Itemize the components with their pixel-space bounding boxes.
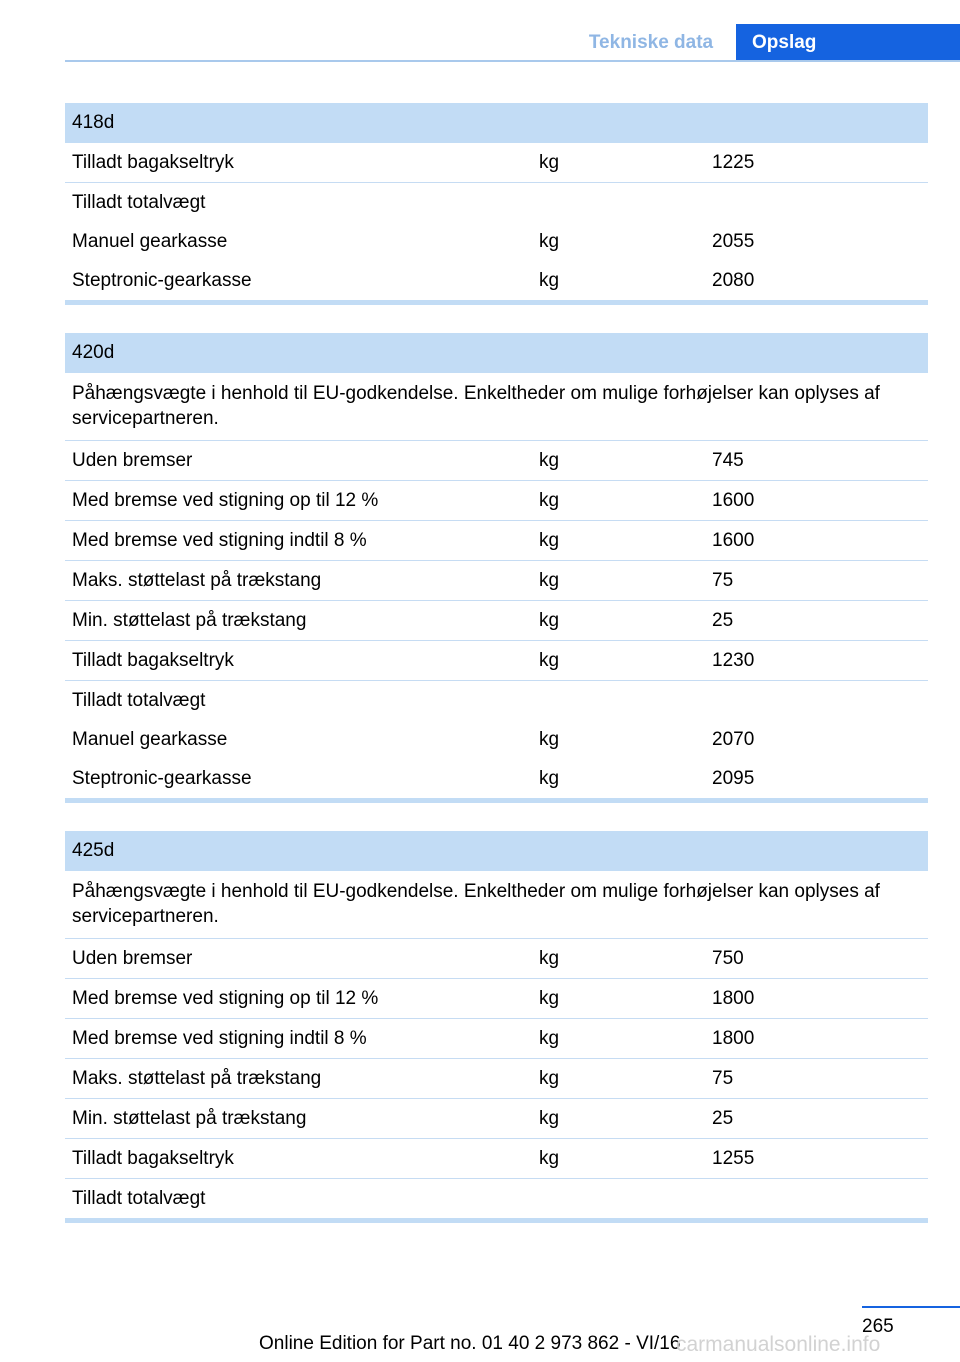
table-note-row [65, 871, 928, 939]
table-row [65, 561, 928, 601]
row-label: Tilladt bagakseltryk [72, 151, 234, 173]
active-tab[interactable]: Opslag [736, 24, 960, 62]
table-end-rule [65, 798, 928, 803]
row-label: Maks. støttelast på trækstang [72, 569, 322, 591]
row-label: Tilladt totalvægt [72, 191, 206, 213]
row-label: Med bremse ved stigning indtil 8 % [72, 1027, 367, 1049]
spec-table-420d [65, 333, 928, 803]
page-header [0, 0, 960, 64]
row-value: 1800 [712, 987, 755, 1009]
table-note-row [65, 373, 928, 441]
row-value: 25 [712, 609, 734, 631]
row-unit: kg [539, 489, 560, 511]
row-label: Tilladt totalvægt [72, 689, 206, 711]
row-label: Min. støttelast på trækstang [72, 1107, 307, 1129]
table-row [65, 261, 928, 300]
row-label: Uden bremser [72, 947, 193, 969]
row-value: 745 [712, 449, 744, 471]
row-unit: kg [539, 1027, 560, 1049]
table-row [65, 143, 928, 183]
table-row [65, 1059, 928, 1099]
row-value: 1225 [712, 151, 755, 173]
table-row [65, 601, 928, 641]
row-label: Med bremse ved stigning op til 12 % [72, 489, 379, 511]
section-tab[interactable]: Tekniske data [588, 32, 714, 53]
row-label: Tilladt bagakseltryk [72, 649, 234, 671]
row-unit: kg [539, 151, 560, 173]
row-label: Manuel gearkasse [72, 230, 228, 252]
row-unit: kg [539, 609, 560, 631]
table-row [65, 521, 928, 561]
table-title: 425d [65, 831, 928, 871]
row-label: Min. støttelast på trækstang [72, 609, 307, 631]
row-unit: kg [539, 767, 560, 789]
footer-divider [862, 1306, 960, 1308]
row-unit: kg [539, 1067, 560, 1089]
table-end-rule [65, 300, 928, 305]
table-title: 418d [65, 103, 928, 143]
page-number: 265 [862, 1316, 894, 1337]
row-unit: kg [539, 987, 560, 1009]
row-unit: kg [539, 947, 560, 969]
table-row [65, 222, 928, 261]
row-label: Med bremse ved stigning op til 12 % [72, 987, 379, 1009]
row-label: Maks. støttelast på trækstang [72, 1067, 322, 1089]
row-value: 1600 [712, 529, 755, 551]
row-value: 2080 [712, 269, 755, 291]
row-unit: kg [539, 529, 560, 551]
table-title: 420d [65, 333, 928, 373]
row-value: 750 [712, 947, 744, 969]
table-row [65, 759, 928, 798]
watermark-text: carmanualsonline.info [676, 1333, 881, 1356]
table-row [65, 720, 928, 759]
table-note: Påhængsvægte i henhold til EU-godkendelse. Enkeltheder om mulige forhøjelser kan oplyses af servicepartneren. [72, 383, 880, 429]
row-label: Steptronic-gearkasse [72, 269, 252, 291]
table-note: Påhængsvægte i henhold til EU-godkendelse. Enkeltheder om mulige forhøjelser kan oplyses af servicepartneren. [72, 881, 880, 927]
row-label: Tilladt totalvægt [72, 1187, 206, 1209]
table-row [65, 183, 928, 222]
row-unit: kg [539, 728, 560, 750]
table-row [65, 441, 928, 481]
table-row [65, 1099, 928, 1139]
row-value: 2070 [712, 728, 755, 750]
spec-table-418d [65, 103, 928, 305]
row-value: 75 [712, 569, 734, 591]
table-row [65, 1179, 928, 1218]
row-label: Uden bremser [72, 449, 193, 471]
row-value: 1230 [712, 649, 755, 671]
row-unit: kg [539, 269, 560, 291]
table-row [65, 681, 928, 720]
row-unit: kg [539, 649, 560, 671]
table-row [65, 481, 928, 521]
table-row [65, 979, 928, 1019]
header-divider [65, 60, 960, 62]
row-label: Steptronic-gearkasse [72, 767, 252, 789]
row-label: Tilladt bagakseltryk [72, 1147, 234, 1169]
row-value: 2055 [712, 230, 755, 252]
spec-content [65, 103, 928, 1223]
row-value: 1600 [712, 489, 755, 511]
row-unit: kg [539, 1107, 560, 1129]
table-end-rule [65, 1218, 928, 1223]
table-row [65, 1019, 928, 1059]
row-value: 25 [712, 1107, 734, 1129]
row-value: 75 [712, 1067, 734, 1089]
row-value: 1255 [712, 1147, 755, 1169]
edition-line: Online Edition for Part no. 01 40 2 973 862 - VI/16 [259, 1333, 681, 1354]
row-label: Manuel gearkasse [72, 728, 228, 750]
table-row [65, 939, 928, 979]
table-row [65, 1139, 928, 1179]
spec-table-425d [65, 831, 928, 1223]
row-unit: kg [539, 230, 560, 252]
row-value: 1800 [712, 1027, 755, 1049]
row-unit: kg [539, 569, 560, 591]
row-value: 2095 [712, 767, 755, 789]
row-label: Med bremse ved stigning indtil 8 % [72, 529, 367, 551]
row-unit: kg [539, 1147, 560, 1169]
table-row [65, 641, 928, 681]
row-unit: kg [539, 449, 560, 471]
